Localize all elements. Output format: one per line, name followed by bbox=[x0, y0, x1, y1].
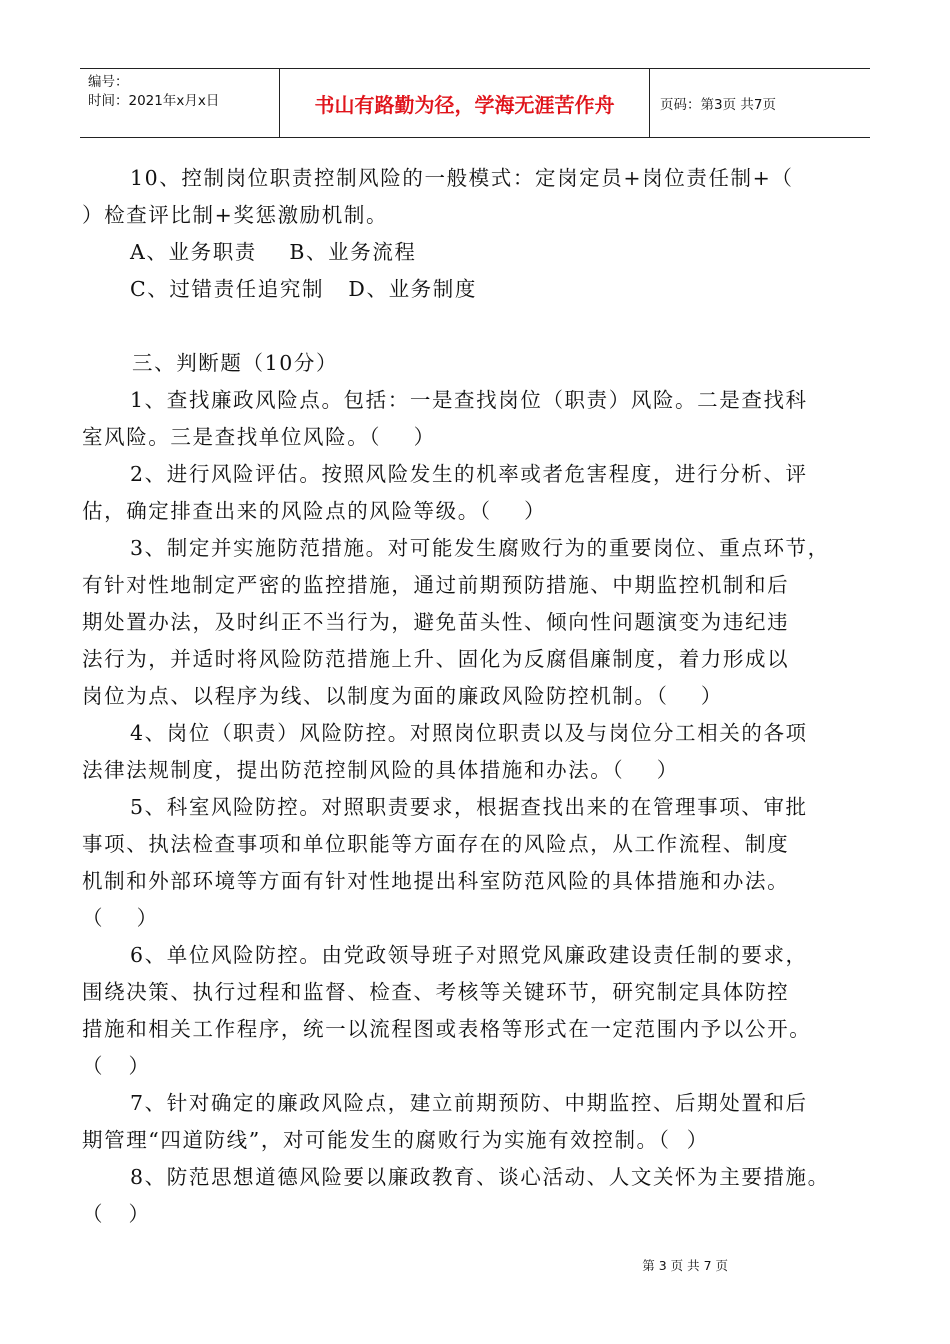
number-label: 编号： bbox=[88, 74, 129, 90]
judgment-4-line-1: 4、岗位（职责）风险防控。对照岗位职责以及与岗位分工相关的各项 bbox=[130, 721, 808, 745]
judgment-6-line-2: 围绕决策、执行过程和监督、检查、考核等关键环节，研究制定具体防控 bbox=[82, 980, 790, 1004]
header-page-label: 页码：第3页 共7页 bbox=[660, 97, 776, 113]
question-10-options-1: A、业务职责 B、业务流程 bbox=[130, 240, 417, 264]
judgment-5-line-3: 机制和外部环境等方面有针对性地提出科室防范风险的具体措施和办法。 bbox=[82, 869, 790, 893]
judgment-1-line-2: 室风险。三是查找单位风险。（ ） bbox=[82, 425, 436, 449]
date-label: 时间：2021年x月x日 bbox=[88, 93, 220, 109]
judgment-3-line-4: 法行为，并适时将风险防范措施上升、固化为反腐倡廉制度，着力形成以 bbox=[82, 647, 790, 671]
judgment-6-line-1: 6、单位风险防控。由党政领导班子对照党风廉政建设责任制的要求， bbox=[130, 943, 808, 967]
footer-page-number: 第 3 页 共 7 页 bbox=[642, 1258, 728, 1273]
judgment-8-line-1: 8、防范思想道德风险要以廉政教育、谈心活动、人文关怀为主要措施。 bbox=[130, 1165, 830, 1189]
page-footer bbox=[0, 1256, 950, 1274]
judgment-5-line-2: 事项、执法检查事项和单位职能等方面存在的风险点，从工作流程、制度 bbox=[82, 832, 790, 856]
judgment-1-line-1: 1、查找廉政风险点。包括：一是查找岗位（职责）风险。二是查找科 bbox=[130, 388, 808, 412]
judgment-7-line-1: 7、针对确定的廉政风险点，建立前期预防、中期监控、后期处置和后 bbox=[130, 1091, 808, 1115]
judgment-3-line-1: 3、制定并实施防范措施。对可能发生腐败行为的重要岗位、重点环节， bbox=[130, 536, 830, 560]
judgment-2-line-2: 估，确定排查出来的风险点的风险等级。（ ） bbox=[82, 499, 547, 523]
header-motto: 书山有路勤为径，学海无涯苦作舟 bbox=[280, 69, 650, 137]
judgment-7-line-2: 期管理“四道防线”，对可能发生的腐败行为实施有效控制。（ ） bbox=[82, 1128, 709, 1152]
judgment-3-line-3: 期处置办法，及时纠正不当行为，避免苗头性、倾向性问题演变为违纪违 bbox=[82, 610, 790, 634]
document-body bbox=[82, 160, 872, 1233]
question-10-line-2: ）检查评比制+奖惩激励机制。 bbox=[82, 203, 389, 227]
judgment-2-line-1: 2、进行风险评估。按照风险发生的机率或者危害程度，进行分析、评 bbox=[130, 462, 808, 486]
question-10-options-2: C、过错责任追究制 D、业务制度 bbox=[130, 277, 477, 301]
judgment-5-line-4: （ ） bbox=[82, 906, 159, 930]
header-meta bbox=[80, 69, 280, 137]
judgment-3-line-5: 岗位为点、以程序为线、以制度为面的廉政风险防控机制。（ ） bbox=[82, 684, 724, 708]
section-title: 三、判断题（10分） bbox=[132, 351, 339, 375]
judgment-5-line-1: 5、科室风险防控。对照职责要求，根据查找出来的在管理事项、审批 bbox=[130, 795, 808, 819]
judgment-6-line-4: （ ） bbox=[82, 1054, 151, 1078]
page-header bbox=[80, 68, 870, 138]
judgment-4-line-2: 法律法规制度，提出防范控制风险的具体措施和办法。（ ） bbox=[82, 758, 679, 782]
judgment-6-line-3: 措施和相关工作程序，统一以流程图或表格等形式在一定范围内予以公开。 bbox=[82, 1017, 812, 1041]
judgment-8-line-2: （ ） bbox=[82, 1202, 151, 1226]
judgment-3-line-2: 有针对性地制定严密的监控措施，通过前期预防措施、中期监控机制和后 bbox=[82, 573, 790, 597]
question-10-line-1: 10、控制岗位职责控制风险的一般模式：定岗定员+岗位责任制+（ bbox=[130, 166, 794, 190]
